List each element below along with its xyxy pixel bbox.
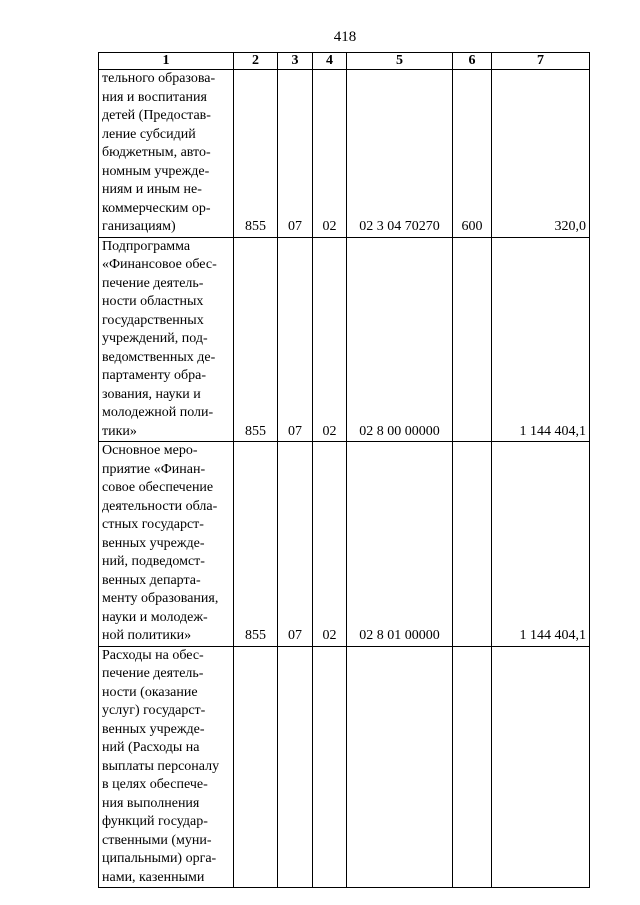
header-row (99, 53, 590, 70)
amount-cell: 1 144 404,1 (492, 237, 590, 442)
name-line: ниям и иным не- (102, 182, 202, 197)
name-line: ний, подведомст- (102, 554, 205, 569)
name-line: стных государст- (102, 517, 204, 532)
amount-cell: 320,0 (492, 70, 590, 238)
name-line: «Финансовое обес- (102, 257, 217, 272)
row-name-cell (99, 442, 234, 647)
name-line: ганизациям) (102, 219, 176, 234)
name-line: ведомственных де- (102, 349, 216, 365)
column-header-6: 6 (453, 53, 492, 70)
row-name-cell (99, 646, 234, 888)
ministry-code-cell: 855 (234, 237, 278, 442)
name-line: учреждений, под- (102, 331, 208, 346)
section-code-cell: 07 (278, 70, 313, 238)
subsection-code-cell: 02 (313, 442, 347, 647)
name-line: нами, казенными (102, 869, 205, 885)
column-header-1: 1 (99, 53, 234, 70)
name-line: ности (оказание (102, 684, 198, 700)
name-line: тики» (102, 423, 137, 439)
name-line: услуг) государст- (102, 703, 206, 718)
row-name-cell (99, 237, 234, 442)
table-row (99, 646, 590, 888)
name-line: приятие «Финан- (102, 461, 206, 477)
name-line: науки и молодеж- (102, 609, 208, 625)
section-code-cell: 07 (278, 237, 313, 442)
expense-type-cell: 600 (453, 70, 492, 238)
name-line: детей (Предостав- (102, 108, 211, 123)
table-row (99, 442, 590, 647)
ministry-code-cell (234, 646, 278, 888)
target-article-cell: 02 8 01 00000 (347, 442, 453, 647)
name-line: венных учрежде- (102, 535, 205, 551)
name-line: выплаты персоналу (102, 758, 220, 774)
name-line: номным учрежде- (102, 163, 210, 179)
column-header-4: 4 (313, 53, 347, 70)
name-line: молодежной поли- (102, 405, 214, 420)
name-line: Основное меро- (102, 443, 198, 458)
name-line: государственных (102, 312, 204, 328)
name-line: ния и воспитания (102, 89, 207, 105)
ministry-code-cell: 855 (234, 442, 278, 647)
column-header-7: 7 (492, 53, 590, 70)
subsection-code-cell: 02 (313, 237, 347, 442)
name-line: печение деятель- (102, 275, 204, 291)
name-line: совое обеспечение (102, 480, 214, 495)
column-header-5: 5 (347, 53, 453, 70)
expense-type-cell (453, 237, 492, 442)
expense-type-cell (453, 646, 492, 888)
name-line: печение деятель- (102, 666, 204, 681)
ministry-code-cell: 855 (234, 70, 278, 238)
name-line: ной политики» (102, 628, 192, 643)
amount-cell (492, 646, 590, 888)
table-row (99, 70, 590, 238)
name-line: партаменту обра- (102, 368, 207, 383)
name-line: зования, науки и (102, 386, 201, 402)
row-name-cell (99, 70, 234, 238)
section-code-cell: 07 (278, 442, 313, 647)
name-line: ний (Расходы на (102, 740, 200, 755)
name-line: ности областных (102, 294, 204, 309)
expense-type-cell (453, 442, 492, 647)
table-row (99, 237, 590, 442)
page-number: 418 (333, 29, 357, 45)
name-line: Расходы на обес- (102, 647, 204, 663)
name-line: ципальными) орга- (102, 851, 217, 866)
target-article-cell: 02 3 04 70270 (347, 70, 453, 238)
name-line: венных департа- (102, 572, 201, 588)
name-line: функций государ- (102, 814, 208, 829)
name-line: ление субсидий (102, 126, 196, 142)
name-line: деятельности обла- (102, 498, 218, 514)
subsection-code-cell: 02 (313, 70, 347, 238)
name-line: Подпрограмма (102, 238, 191, 254)
target-article-cell (347, 646, 453, 888)
amount-cell: 1 144 404,1 (492, 442, 590, 647)
name-line: тельного образова- (102, 71, 216, 86)
name-line: коммерческим ор- (102, 200, 211, 216)
name-line: венных учрежде- (102, 721, 205, 737)
name-line: ния выполнения (102, 795, 200, 811)
name-line: бюджетным, авто- (102, 145, 211, 160)
name-line: менту образования, (102, 591, 219, 606)
name-line: ственными (муни- (102, 832, 212, 848)
column-header-3: 3 (278, 53, 313, 70)
column-header-2: 2 (234, 53, 278, 70)
target-article-cell: 02 8 00 00000 (347, 237, 453, 442)
subsection-code-cell (313, 646, 347, 888)
name-line: в целях обеспече- (102, 777, 208, 792)
section-code-cell (278, 646, 313, 888)
budget-table (98, 52, 590, 888)
